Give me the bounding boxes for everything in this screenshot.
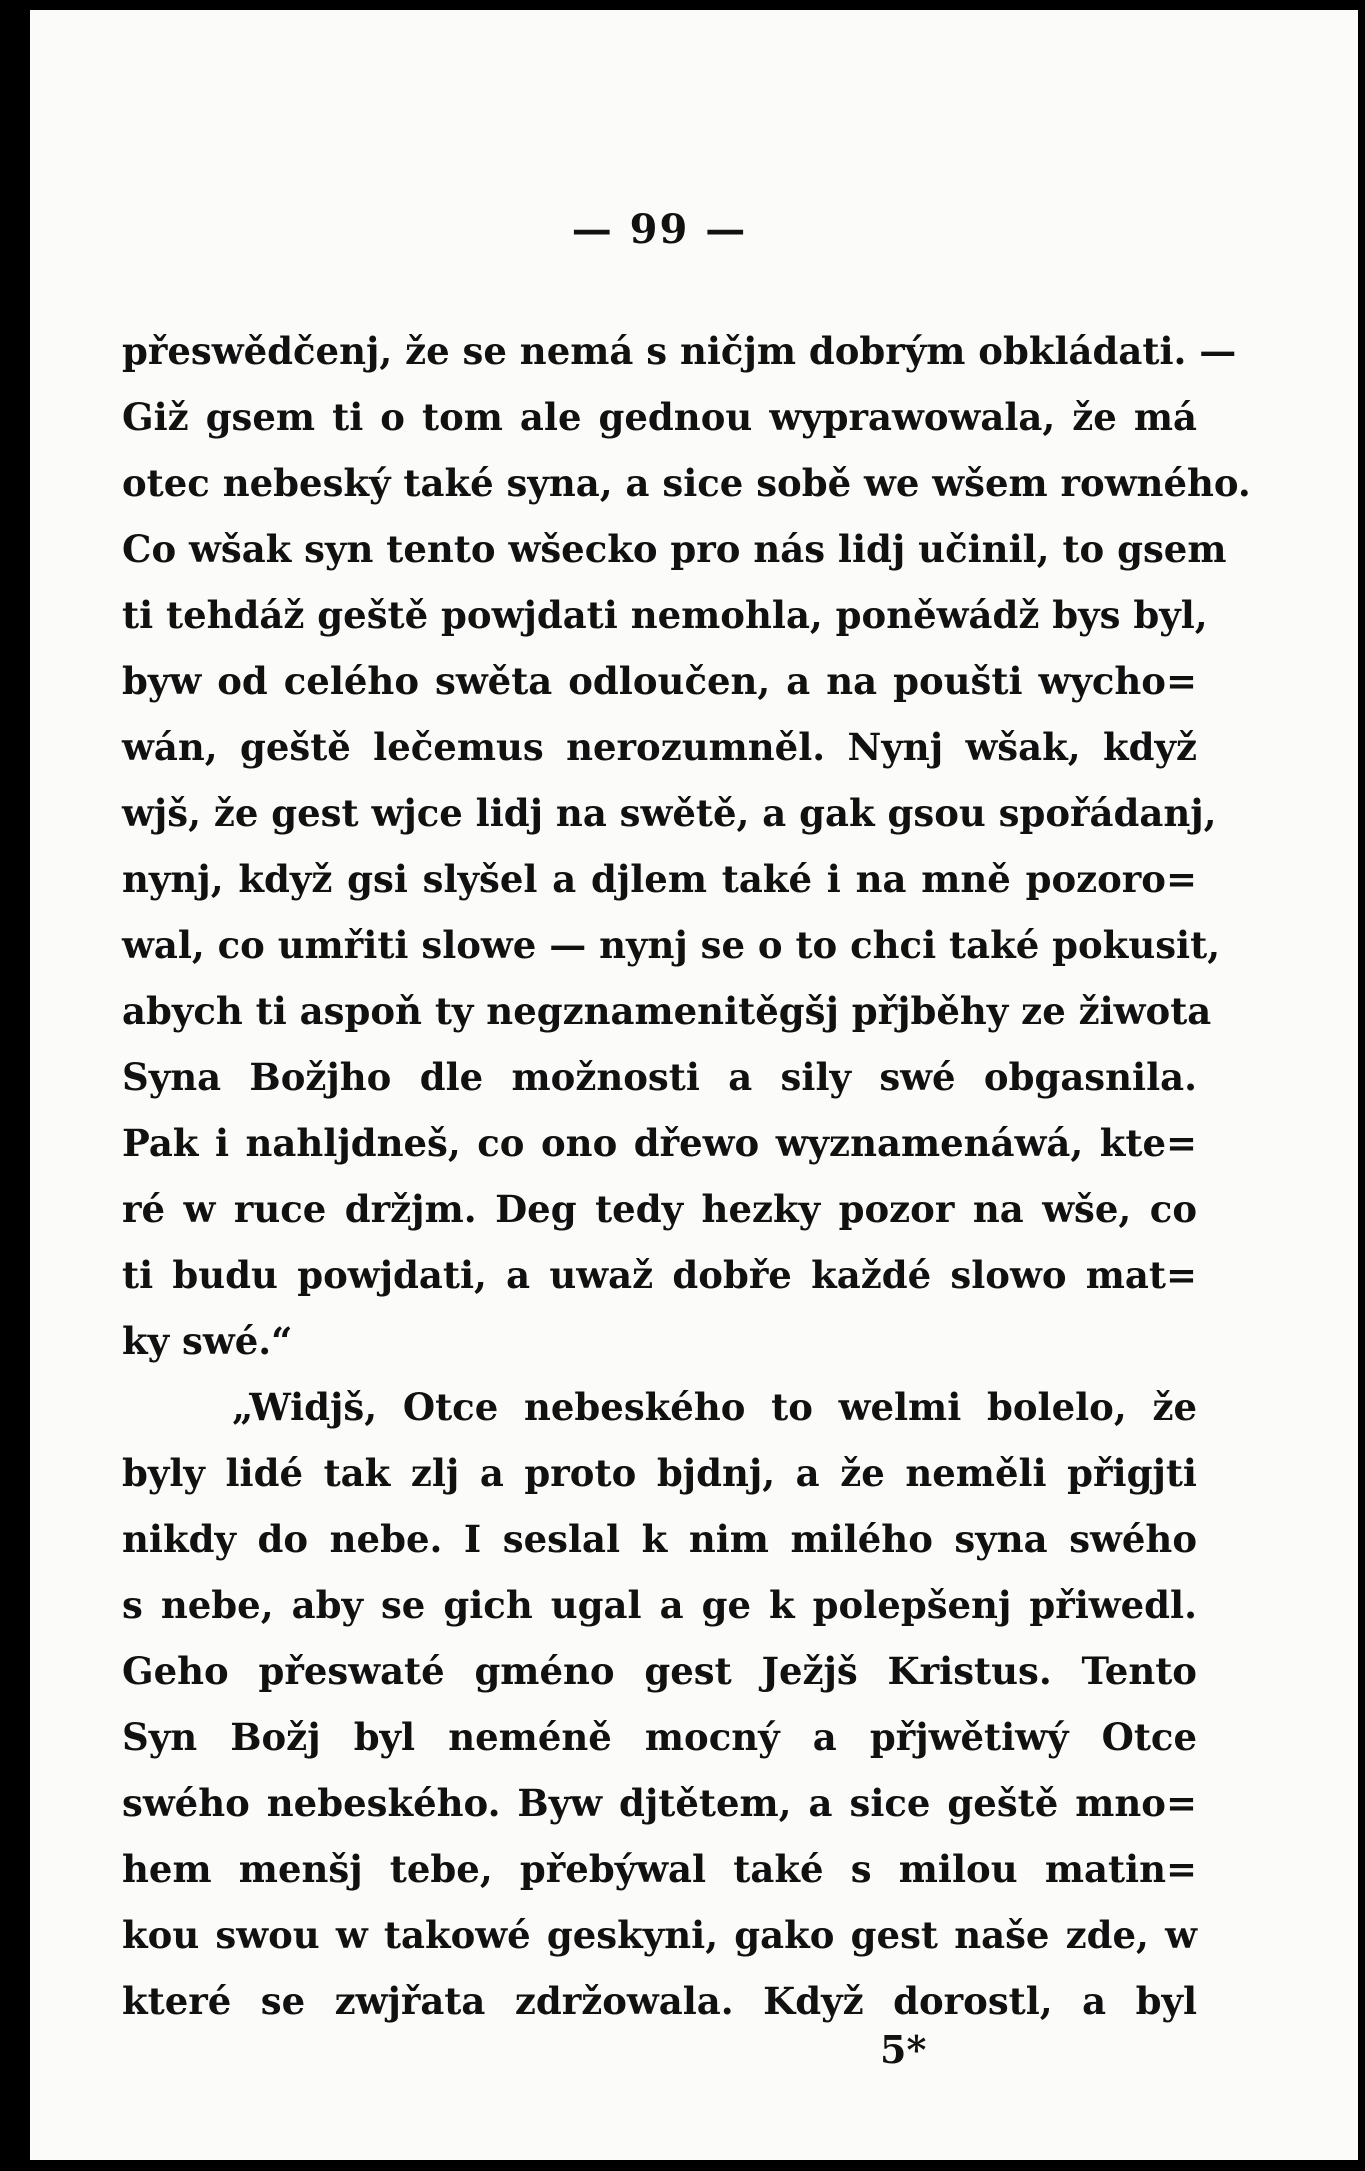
text-line: kou swou w takowé geskyni, gako gest naše zde, w <box>122 1913 1197 1957</box>
text-line: Syn Božj byl neméně mocný a přjwětiwý Otce <box>122 1715 1197 1759</box>
page-number-header: — 99 — <box>571 206 748 253</box>
text-block <box>122 206 1251 2034</box>
text-line: byw od celého swěta odloučen, a na poušti wycho= <box>122 659 1197 703</box>
text-line: nikdy do nebe. I seslal k nim milého syna swého <box>122 1517 1197 1561</box>
text-line: ky swé.“ <box>122 1319 293 1363</box>
text-line: byly lidé tak zlj a proto bjdnj, a že neměli přigjti <box>122 1451 1197 1495</box>
text-line: Geho přeswaté gméno gest Ježjš Kristus. Tento <box>122 1649 1197 1693</box>
text-line: otec nebeský také syna, a sice sobě we wšem rowného. <box>122 461 1251 505</box>
text-line: nynj, když gsi slyšel a djlem také i na mně pozoro= <box>122 857 1197 901</box>
paragraph-1 <box>122 318 1251 1374</box>
signature-mark: 5* <box>880 2027 927 2072</box>
text-line: swého nebeského. Byw djtětem, a sice geště mno= <box>122 1781 1197 1825</box>
text-line: ti tehdáž geště powjdati nemohla, poněwádž bys byl, <box>122 593 1208 637</box>
text-line: hem menšj tebe, přebýwal také s milou matin= <box>122 1847 1197 1891</box>
text-line: ré w ruce držjm. Deg tedy hezky pozor na wše, co <box>122 1187 1197 1231</box>
text-line: „Widjš, Otce nebeského to welmi bolelo, že <box>232 1385 1197 1429</box>
text-line: Giž gsem ti o tom ale gednou wyprawowala, že má <box>122 395 1197 439</box>
book-page <box>30 10 1358 2160</box>
page-edge-shadow <box>0 0 10 2171</box>
text-line: abych ti aspoň ty negznamenitěgšj přjběhy ze žiwota <box>122 989 1212 1033</box>
paragraph-2 <box>122 1374 1197 2034</box>
text-line: wal, co umřiti slowe — nynj se o to chci také pokusit, <box>122 923 1221 967</box>
text-line: Pak i nahljdneš, co ono dřewo wyznamenáwá, kte= <box>122 1121 1197 1165</box>
text-line: Syna Božjho dle možnosti a sily swé obgasnila. <box>122 1055 1197 1099</box>
text-line: přeswědčenj, že se nemá s ničjm dobrým obkládati. — <box>122 329 1237 373</box>
text-line: s nebe, aby se gich ugal a ge k polepšenj přiwedl. <box>122 1583 1197 1627</box>
text-line: ti budu powjdati, a uwaž dobře každé slowo mat= <box>122 1253 1197 1297</box>
text-line: wán, geště lečemus nerozumněl. Nynj wšak, když <box>122 725 1197 769</box>
text-line: Co wšak syn tento wšecko pro nás lidj učinil, to gsem <box>122 527 1227 571</box>
text-line: které se zwjřata zdržowala. Když dorostl, a byl <box>122 1979 1197 2023</box>
text-line: wjš, že gest wjce lidj na swětě, a gak gsou spořádanj, <box>122 791 1217 835</box>
